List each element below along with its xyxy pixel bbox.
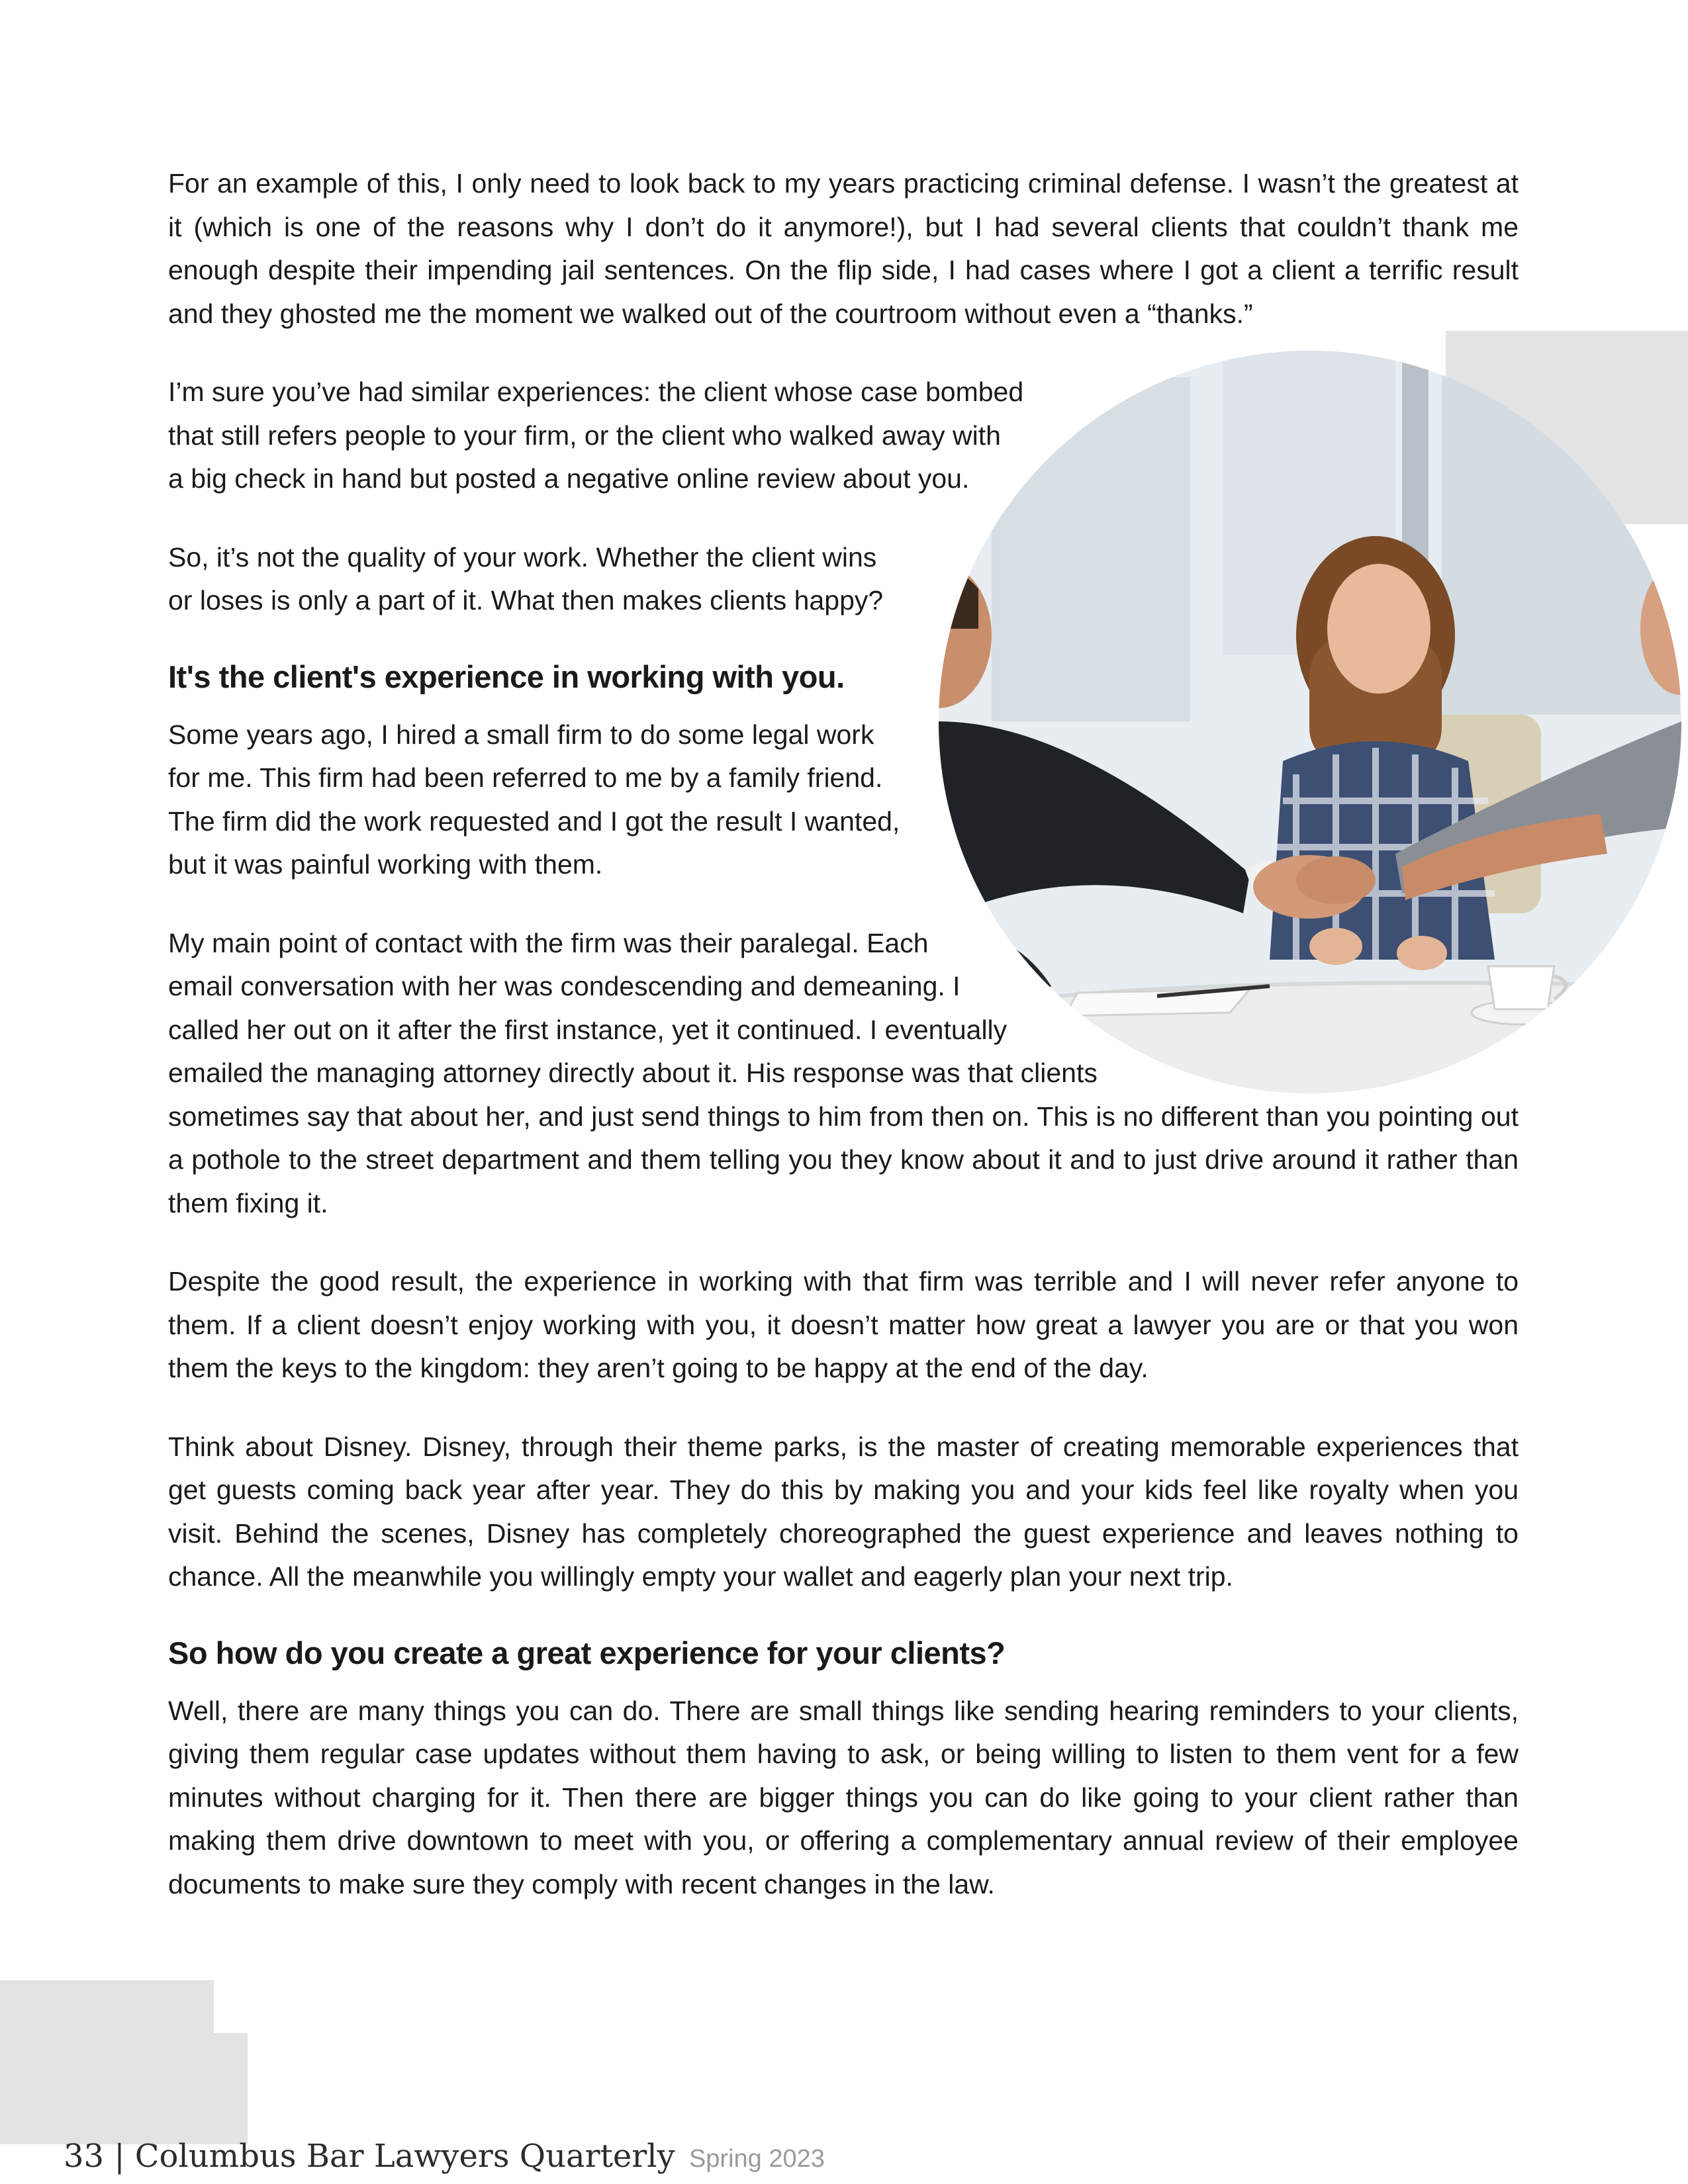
section-heading-2: So how do you create a great experience for your clients? bbox=[168, 1635, 1006, 1670]
paragraph-2-line-3: a big check in hand but posted a negative online review about you. bbox=[168, 463, 970, 494]
publication-title: Columbus Bar Lawyers Quarterly bbox=[134, 2138, 675, 2175]
footer-separator: | bbox=[114, 2138, 125, 2175]
page-number: 33 bbox=[64, 2138, 105, 2175]
paragraph-5-line-3: called her out on it after the first instance, yet it continued. I eventually bbox=[168, 1014, 1008, 1045]
paragraph-5-continued: sometimes say that about her, and just send things to him from then on. This is no different than you pointing out a pothole to the street department and them telling you they know about it and to just drive around it rather than them fixing it. bbox=[168, 1101, 1519, 1218]
paragraph-2 bbox=[168, 371, 1519, 501]
decorative-block-bottom-left-lower bbox=[0, 2033, 248, 2144]
issue-season: Spring 2023 bbox=[688, 2145, 825, 2173]
paragraph-3 bbox=[168, 536, 1519, 623]
paragraph-3-line-2: or loses is only a part of it. What then makes clients happy? bbox=[168, 585, 884, 615]
decorative-block-bottom-left-upper bbox=[0, 1980, 214, 2033]
paragraph-5-line-4: emailed the managing attorney directly about it. His response was that clients bbox=[168, 1058, 1098, 1088]
paragraph-5-line-2: email conversation with her was condescending and demeaning. I bbox=[168, 971, 961, 1001]
paragraph-4-line-2: for me. This firm had been referred to me by a family friend. bbox=[168, 762, 883, 793]
paragraph-8: Well, there are many things you can do. There are small things like sending hearing reminders to your clients, giving them regular case updates without them having to ask, or being willing to listen to them vent for a few minutes without charging for it. Then there are bigger things you can do like going to your client rather than making them drive downtown to meet with you, or offering a complementary annual review of their employee documents to make sure they comply with recent changes in the law. bbox=[168, 1695, 1519, 1899]
page-footer bbox=[64, 2138, 825, 2175]
paragraph-4-line-4: but it was painful working with them. bbox=[168, 849, 603, 880]
paragraph-5-line-1: My main point of contact with the firm was their paralegal. Each bbox=[168, 927, 929, 958]
paragraph-2-line-1: I’m sure you’ve had similar experiences: the client whose case bombed bbox=[168, 377, 1024, 407]
paragraph-4 bbox=[168, 713, 1519, 887]
paragraph-3-line-1: So, it’s not the quality of your work. Whether the client wins bbox=[168, 541, 877, 572]
paragraph-1: For an example of this, I only need to look back to my years practicing criminal defense. I wasn’t the greatest at it (which is one of the reasons why I don’t do it anymore!), but I had several clients that couldn’t thank me enough despite their impending jail sentences. On the flip side, I had cases where I got a client a terrific result and they ghosted me the moment we walked out of the courtroom without even a “thanks.” bbox=[168, 168, 1519, 329]
section-heading-1: It's the client's experience in working with you. bbox=[168, 659, 845, 694]
paragraph-4-line-3: The firm did the work requested and I got the result I wanted, bbox=[168, 805, 900, 837]
paragraph-5 bbox=[168, 922, 1519, 1095]
article-body bbox=[168, 162, 1519, 1906]
paragraph-2-line-2: that still refers people to your firm, or the client who walked away with bbox=[168, 420, 1001, 451]
paragraph-4-line-1: Some years ago, I hired a small firm to do some legal work bbox=[168, 719, 874, 750]
paragraph-6: Despite the good result, the experience in working with that firm was terrible and I will never refer anyone to them. If a client doesn’t enjoy working with you, it doesn’t matter how great a lawyer you are or that you won them the keys to the kingdom: they aren’t going to be happy at the end of the day. bbox=[168, 1266, 1519, 1383]
paragraph-7: Think about Disney. Disney, through their theme parks, is the master of creating memorable experiences that get guests coming back year after year. They do this by making you and your kids feel like royalty when you visit. Behind the scenes, Disney has completely choreographed the guest experience and leaves nothing to chance. All the meanwhile you willingly empty your wallet and eagerly plan your next trip. bbox=[168, 1431, 1519, 1592]
